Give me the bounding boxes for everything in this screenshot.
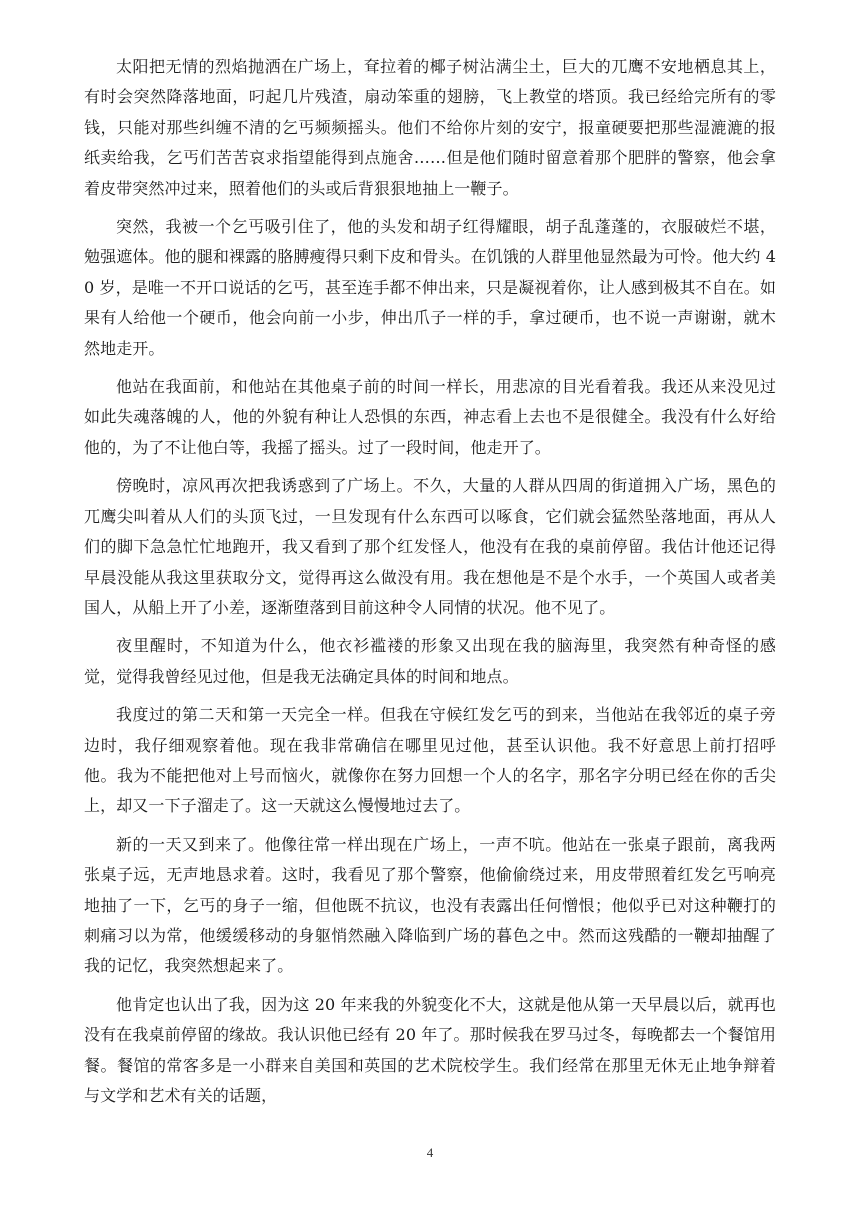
- paragraph-8: 他肯定也认出了我，因为这 20 年来我的外貌变化不大，这就是他从第一天早晨以后，就再也没有在我桌前停留的缘故。我认识他已经有 20 年了。那时候我在罗马过冬，每晚都去一个餐馆用餐。餐馆的常客多是一小群来自美国和英国的艺术院校学生。我们经常在那里无休无止地争辩着与文学和艺术有关的话题，: [84, 994, 776, 1105]
- paragraph-2: 突然，我被一个乞丐吸引住了，他的头发和胡子红得耀眼，胡子乱蓬蓬的，衣服破烂不堪，勉强遮体。他的腿和裸露的胳膊瘦得只剩下皮和骨头。在饥饿的人群里他显然最为可怜。他大约 40 岁，是唯一不开口说话的乞丐，甚至连手都不伸出来，只是凝视着你，让人感到极其不自在。如果有人给他一个硬币，他会向前一小步，伸出爪子一样的手，拿过硬币，也不说一声谢谢，就木然地走开。: [84, 217, 776, 358]
- paragraph-6: 我度过的第二天和第一天完全一样。但我在守候红发乞丐的到来，当他站在我邻近的桌子旁边时，我仔细观察着他。现在我非常确信在哪里见过他，甚至认识他。我不好意思上前打招呼他。我为不能把他对上号而恼火，就像你在努力回想一个人的名字，那名字分明已经在你的舌尖上，却又一下子溜走了。这一天就这么慢慢地过去了。: [84, 705, 776, 816]
- paragraph-4: 傍晚时，凉风再次把我诱惑到了广场上。不久，大量的人群从四周的街道拥入广场，黑色的兀鹰尖叫着从人们的头顶飞过，一旦发现有什么东西可以啄食，它们就会猛然坠落地面，再从人们的脚下急急忙忙地跑开，我又看到了那个红发怪人，他没有在我的桌前停留。我估计他还记得早晨没能从我这里获取分文，觉得再这么做没有用。我在想他是不是个水手，一个英国人或者美国人，从船上开了小差，逐渐堕落到目前这种令人同情的状况。他不见了。: [84, 476, 776, 617]
- paragraph-3: 他站在我面前，和他站在其他桌子前的时间一样长，用悲凉的目光看着我。我还从来没见过如此失魂落魄的人，他的外貌有种让人恐惧的东西，神志看上去也不是很健全。我没有什么好给他的，为了不让他白等，我摇了摇头。过了一段时间，他走开了。: [84, 377, 776, 457]
- page-number: 4: [426, 1145, 434, 1160]
- paragraph-5: 夜里醒时，不知道为什么，他衣衫褴褛的形象又出现在我的脑海里，我突然有种奇怪的感觉，觉得我曾经见过他，但是我无法确定具体的时间和地点。: [84, 636, 776, 686]
- paragraph-1: 太阳把无情的烈焰抛洒在广场上，耷拉着的椰子树沾满尘土，巨大的兀鹰不安地栖息其上，有时会突然降落地面，叼起几片残渣，扇动笨重的翅膀，飞上教堂的塔顶。我已经给完所有的零钱，只能对那些纠缠不清的乞丐频频摇头。他们不给你片刻的安宁，报童硬要把那些湿漉漉的报纸卖给我，乞丐们苦苦哀求指望能得到点施舍……但是他们随时留意着那个肥胖的警察，他会拿着皮带突然冲过来，照着他们的头或后背狠狠地抽上一鞭子。: [84, 57, 776, 198]
- body-text: [84, 52, 776, 1119]
- paragraph-7: 新的一天又到来了。他像往常一样出现在广场上，一声不吭。他站在一张桌子跟前，离我两张桌子远，无声地恳求着。这时，我看见了那个警察，他偷偷绕过来，用皮带照着红发乞丐响亮地抽了一下，乞丐的身子一缩，但他既不抗议，也没有表露出任何憎恨；他似乎已对这种鞭打的刺痛习以为常，他缓缓移动的身躯悄然融入降临到广场的暮色之中。然而这残酷的一鞭却抽醒了我的记忆，我突然想起来了。: [84, 834, 776, 976]
